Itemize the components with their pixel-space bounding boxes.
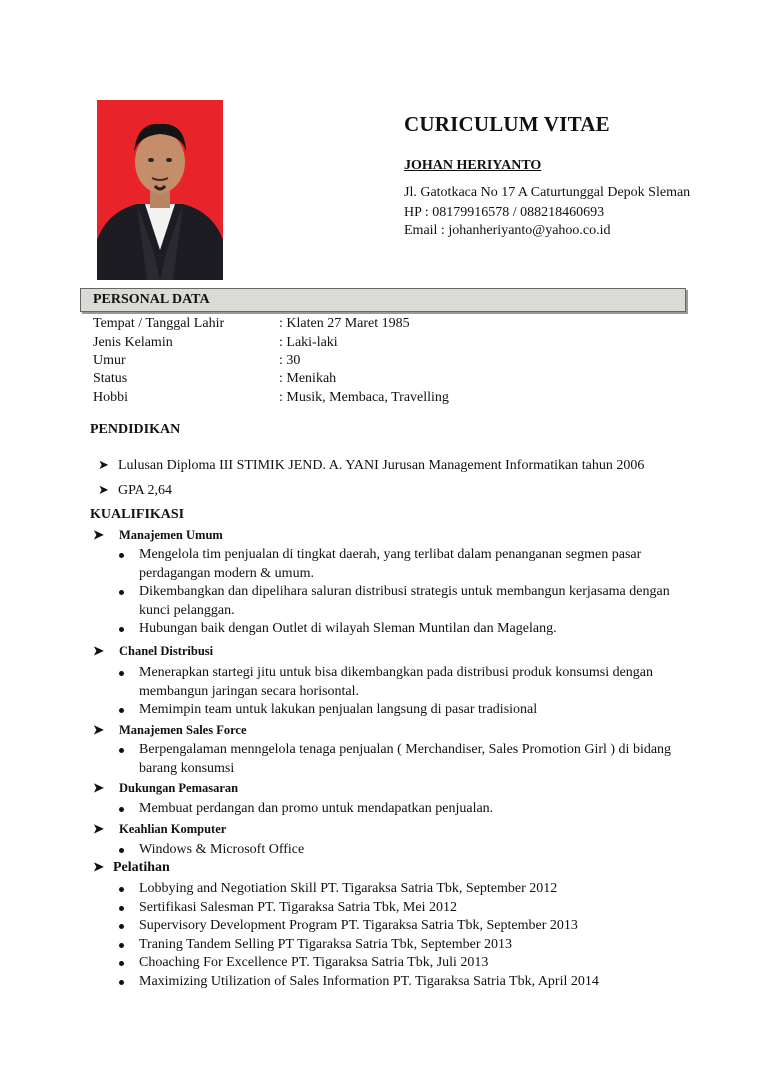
pendidikan-heading: PENDIDIKAN bbox=[90, 422, 181, 437]
arrow-bullet-icon: ➤ bbox=[93, 859, 104, 874]
qualification-list bbox=[115, 800, 690, 819]
qualification-group-title bbox=[93, 527, 223, 543]
list-item: Sertifikasi Salesman PT. Tigaraksa Satria Tbk, Mei 2012 bbox=[115, 899, 705, 918]
qualification-group-title bbox=[93, 722, 247, 738]
row-value: : 30 bbox=[279, 353, 301, 368]
qualification-list bbox=[115, 741, 690, 778]
list-item: Lobbying and Negotiation Skill PT. Tigaraksa Satria Tbk, September 2012 bbox=[115, 880, 705, 899]
arrow-bullet-icon: ➤ bbox=[98, 457, 109, 472]
list-item: Berpengalaman menngelola tenaga penjualan ( Merchandiser, Sales Promotion Girl ) di bidang barang konsumsi bbox=[115, 741, 690, 778]
qualification-list bbox=[115, 546, 690, 639]
group-title-text: Chanel Distribusi bbox=[119, 644, 214, 658]
list-item: Windows & Microsoft Office bbox=[115, 841, 690, 860]
list-item: Maximizing Utilization of Sales Information PT. Tigaraksa Satria Tbk, April 2014 bbox=[115, 973, 705, 992]
person-portrait-icon bbox=[97, 100, 223, 280]
person-name: JOHAN HERIYANTO bbox=[404, 158, 542, 173]
group-title-text: Manajemen Sales Force bbox=[119, 723, 247, 737]
row-value: : Musik, Membaca, Travelling bbox=[279, 390, 449, 405]
arrow-bullet-icon: ➤ bbox=[93, 780, 104, 795]
group-title-text: Dukungan Pemasaran bbox=[119, 781, 239, 795]
pendidikan-item bbox=[98, 482, 172, 499]
qualification-list bbox=[115, 664, 690, 720]
list-item: Mengelola tim penjualan di tingkat daerah, yang terlibat dalam penanganan segmen pasar perdagangan modern & umum. bbox=[115, 546, 690, 583]
qualification-group-title bbox=[93, 643, 213, 659]
list-item: Membuat perdangan dan promo untuk mendapatkan penjualan. bbox=[115, 800, 690, 819]
email-line: Email : johanheriyanto@yahoo.co.id bbox=[404, 223, 611, 238]
row-value: : Klaten 27 Maret 1985 bbox=[279, 316, 410, 331]
kualifikasi-heading: KUALIFIKASI bbox=[90, 507, 185, 522]
group-title-text: Manajemen Umum bbox=[119, 528, 223, 542]
list-item: Menerapkan startegi jitu untuk bisa dikembangkan pada distribusi produk konsumsi dengan membangun jaringan secara horisontal. bbox=[115, 664, 690, 701]
item-text: GPA 2,64 bbox=[118, 483, 172, 498]
personal-data-row bbox=[93, 371, 693, 390]
row-value: : Laki-laki bbox=[279, 335, 338, 350]
pendidikan-item bbox=[98, 457, 644, 474]
row-label: Status bbox=[93, 371, 128, 386]
group-title-text: Keahlian Komputer bbox=[119, 822, 227, 836]
row-label: Tempat / Tanggal Lahir bbox=[93, 316, 225, 331]
heading-text: Pelatihan bbox=[113, 860, 170, 875]
item-text: Lulusan Diploma III STIMIK JEND. A. YANI Jurusan Management Informatikan tahun 2006 bbox=[118, 458, 645, 473]
row-label: Umur bbox=[93, 353, 126, 368]
qualification-group-title bbox=[93, 780, 238, 796]
list-item: Hubungan baik dengan Outlet di wilayah Sleman Muntilan dan Magelang. bbox=[115, 620, 690, 639]
row-value: : Menikah bbox=[279, 371, 337, 386]
qualification-group-title bbox=[93, 821, 226, 837]
arrow-bullet-icon: ➤ bbox=[93, 527, 104, 542]
arrow-bullet-icon: ➤ bbox=[93, 643, 104, 658]
personal-data-bar bbox=[80, 288, 686, 312]
personal-data-heading: PERSONAL DATA bbox=[93, 292, 210, 307]
personal-data-row bbox=[93, 335, 693, 354]
qualification-list bbox=[115, 841, 690, 860]
row-label: Jenis Kelamin bbox=[93, 335, 173, 350]
personal-data-row bbox=[93, 353, 693, 372]
list-item: Supervisory Development Program PT. Tigaraksa Satria Tbk, September 2013 bbox=[115, 917, 705, 936]
arrow-bullet-icon: ➤ bbox=[93, 821, 104, 836]
phone-line: HP : 08179916578 / 088218460693 bbox=[404, 205, 605, 220]
list-item: Choaching For Excellence PT. Tigaraksa Satria Tbk, Juli 2013 bbox=[115, 954, 705, 973]
document-title: CURICULUM VITAE bbox=[404, 112, 610, 136]
pelatihan-heading bbox=[93, 859, 170, 876]
list-item: Dikembangkan dan dipelihara saluran distribusi strategis untuk membangun kerjasama dengan kunci pelanggan. bbox=[115, 583, 690, 620]
list-item: Memimpin team untuk lakukan penjualan langsung di pasar tradisional bbox=[115, 701, 690, 720]
list-item: Traning Tandem Selling PT Tigaraksa Satria Tbk, September 2013 bbox=[115, 936, 705, 955]
row-label: Hobbi bbox=[93, 390, 128, 405]
arrow-bullet-icon: ➤ bbox=[98, 482, 109, 497]
personal-data-row bbox=[93, 316, 693, 335]
personal-data-row bbox=[93, 390, 693, 409]
training-list bbox=[115, 880, 705, 991]
address-line: Jl. Gatotkaca No 17 A Caturtunggal Depok Sleman bbox=[404, 185, 691, 200]
profile-photo bbox=[97, 100, 223, 280]
arrow-bullet-icon: ➤ bbox=[93, 722, 104, 737]
